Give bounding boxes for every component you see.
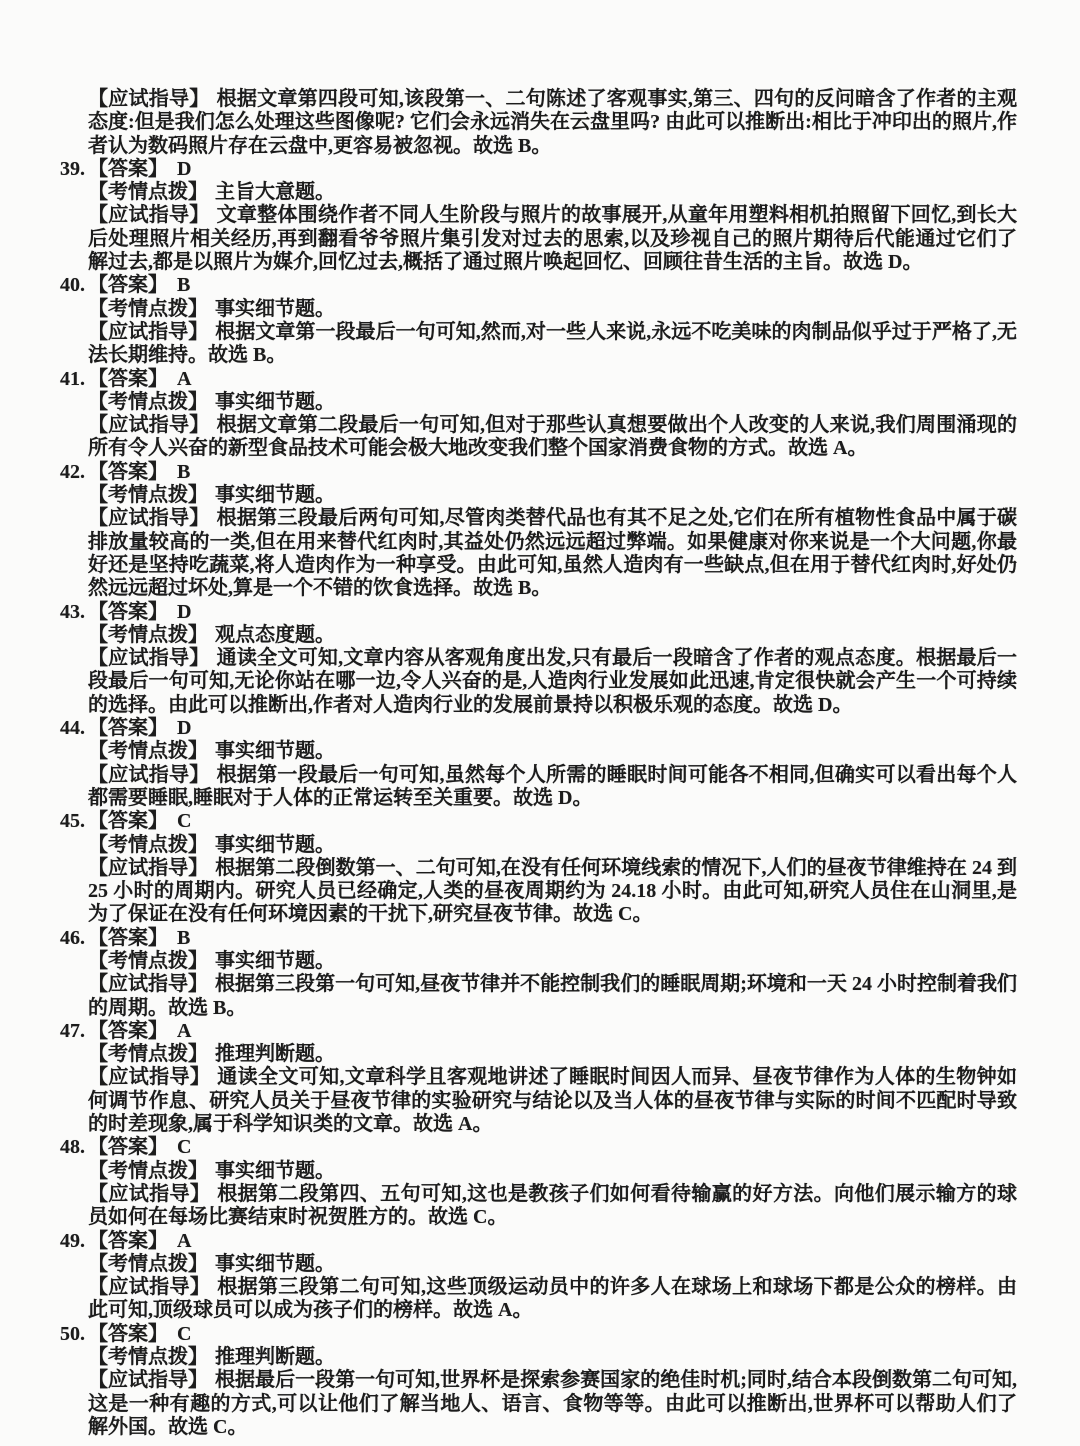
point-text: 推理判断题。 <box>215 1346 335 1369</box>
guide-label: 【应试指导】 <box>88 647 210 670</box>
point-text: 主旨大意题。 <box>215 181 335 204</box>
answer-line <box>60 1136 1017 1159</box>
guide-paragraph <box>88 647 1017 717</box>
point-line <box>88 484 1017 507</box>
guide-text: 通读全文可知,文章科学且客观地讲述了睡眠时间因人而异、昼夜节律作为人体的生物钟如何调节作息、研究人员关于昼夜节律的实验研究与结论以及当人体的昼夜节律与实际的时间不匹配时导致的时差现象,属于科学知识类的文章。故选 A。 <box>88 1066 1018 1136</box>
guide-label: 【应试指导】 <box>88 973 209 996</box>
answer-letter: C <box>177 810 192 833</box>
guide-paragraph <box>88 1369 1017 1439</box>
point-text: 事实细节题。 <box>215 484 335 507</box>
answer-label: 【答案】 <box>88 1019 168 1042</box>
guide-paragraph <box>88 857 1017 927</box>
point-line <box>88 1043 1017 1066</box>
item-42 <box>60 460 1018 601</box>
item-44 <box>60 717 1018 810</box>
item-number: 43. <box>60 600 85 623</box>
guide-text: 根据第一段最后一句可知,虽然每个人所需的睡眠时间可能各不相同,但确实可以看出每个人都需要睡眠,睡眠对于人体的正常运转至关重要。故选 D。 <box>88 763 1018 809</box>
point-label: 【考情点拨】 <box>88 623 208 646</box>
item-number: 47. <box>60 1019 85 1042</box>
item-number: 42. <box>60 460 85 483</box>
answer-line <box>60 810 1017 833</box>
guide-paragraph <box>88 764 1017 811</box>
guide-text: 根据第三段第二句可知,这些顶级运动员中的许多人在球场上和球场下都是公众的榜样。由此可知,顶级球员可以成为孩子们的榜样。故选 A。 <box>88 1276 1018 1322</box>
item-number: 39. <box>60 157 85 180</box>
answer-label: 【答案】 <box>88 157 168 180</box>
answer-letter: D <box>177 157 192 180</box>
item-48 <box>60 1136 1018 1229</box>
guide-text: 根据第二段第四、五句可知,这也是教孩子们如何看待输赢的好方法。向他们展示输方的球员如何在每场比赛结束时祝贺胜方的。故选 C。 <box>88 1182 1018 1229</box>
guide-label: 【应试指导】 <box>88 1369 209 1392</box>
point-label: 【考情点拨】 <box>88 1346 208 1369</box>
point-line <box>88 298 1017 321</box>
point-text: 观点态度题。 <box>215 623 335 646</box>
point-line <box>88 1160 1017 1183</box>
answer-letter: A <box>177 1019 192 1042</box>
point-label: 【考情点拨】 <box>88 390 208 413</box>
guide-text: 根据最后一段第一句可知,世界杯是探索参赛国家的绝佳时机;同时,结合本段倒数第二句可知,这是一种有趣的方式,可以让他们了解当地人、语言、食物等等。由此可以推断出,世界杯可以帮助人们了解外国。故选 C。 <box>88 1369 1017 1438</box>
guide-label: 【应试指导】 <box>88 88 210 110</box>
guide-text: 根据文章第四段可知,该段第一、二句陈述了客观事实,第三、四句的反问暗含了作者的主观态度:但是我们怎么处理这些图像呢? 它们会永远消失在云盘里吗? 由此可以推断出:相比于冲印出的照片,作者认为数码照片存在云盘中,更容易被忽视。故选 B。 <box>88 88 1018 157</box>
item-50 <box>60 1322 1017 1439</box>
point-label: 【考情点拨】 <box>88 1043 208 1066</box>
item-number: 50. <box>60 1322 85 1345</box>
answer-label: 【答案】 <box>88 274 168 297</box>
answer-line <box>60 274 1017 297</box>
guide-paragraph <box>88 1183 1017 1230</box>
answer-label: 【答案】 <box>88 1322 168 1345</box>
answer-label: 【答案】 <box>88 460 168 483</box>
item-41 <box>60 367 1018 461</box>
answer-letter: B <box>177 274 191 297</box>
guide-paragraph <box>88 321 1017 368</box>
guide-label: 【应试指导】 <box>88 1182 211 1205</box>
point-text: 事实细节题。 <box>215 740 335 763</box>
item-number: 49. <box>60 1229 85 1252</box>
point-label: 【考情点拨】 <box>88 484 208 507</box>
answer-letter: D <box>177 600 192 623</box>
point-text: 事实细节题。 <box>215 390 335 413</box>
answer-line <box>60 1229 1017 1253</box>
guide-label: 【应试指导】 <box>88 1066 211 1089</box>
guide-paragraph <box>88 507 1017 600</box>
answer-letter: D <box>177 717 192 740</box>
guide-label: 【应试指导】 <box>88 1276 211 1299</box>
guide-text: 根据第三段第一句可知,昼夜节律并不能控制我们的睡眠周期;环境和一天 24 小时控制着我们的周期。故选 B。 <box>88 973 1017 1019</box>
answer-line <box>60 600 1017 624</box>
guide-label: 【应试指导】 <box>88 763 210 786</box>
point-line <box>88 950 1017 973</box>
point-label: 【考情点拨】 <box>88 1159 208 1182</box>
guide-paragraph <box>88 1276 1017 1323</box>
point-line <box>88 181 1017 204</box>
answer-line <box>60 1019 1017 1043</box>
guide-paragraph <box>88 414 1017 461</box>
answer-line <box>60 367 1017 391</box>
answer-label: 【答案】 <box>88 367 168 390</box>
guide-text: 根据第三段最后两句可知,尽管肉类替代品也有其不足之处,它们在所有植物性食品中属于碳排放量较高的一类,但在用来替代红肉时,其益处仍然远远超过弊端。如果健康对你来说是一个大问题,你最好还是坚持吃蔬菜,将人造肉作为一种享受。由此可知,虽然人造肉有一些缺点,但在用于替代红肉时,好处仍然远远超过坏处,算是一个不错的饮食选择。故选 B。 <box>88 507 1018 600</box>
guide-paragraph <box>88 973 1017 1020</box>
item-number: 40. <box>60 274 85 297</box>
item-47 <box>60 1019 1018 1136</box>
point-text: 事实细节题。 <box>215 1252 335 1275</box>
point-line <box>88 834 1017 857</box>
answer-letter: C <box>177 1136 192 1159</box>
answer-line <box>60 717 1017 740</box>
answer-line <box>60 926 1017 950</box>
item-46 <box>60 926 1017 1020</box>
item-49 <box>60 1229 1018 1323</box>
point-text: 推理判断题。 <box>215 1043 335 1066</box>
point-line <box>88 624 1017 647</box>
item-number: 41. <box>60 367 85 390</box>
answer-line <box>60 460 1017 484</box>
item-number: 46. <box>60 926 85 949</box>
point-text: 事实细节题。 <box>215 297 335 320</box>
answer-line <box>60 157 1017 181</box>
answer-label: 【答案】 <box>88 717 168 740</box>
guide-text: 根据文章第一段最后一句可知,然而,对一些人来说,永远不吃美味的肉制品似乎过于严格了,无法长期维持。故选 B。 <box>88 320 1017 367</box>
item-number: 44. <box>60 717 85 740</box>
item-40 <box>60 274 1017 367</box>
item-39 <box>60 157 1018 274</box>
answer-label: 【答案】 <box>88 810 168 833</box>
guide-label: 【应试指导】 <box>88 507 210 530</box>
item-38-guide-continuation <box>88 88 1017 158</box>
point-label: 【考情点拨】 <box>88 297 208 320</box>
point-text: 事实细节题。 <box>215 949 335 972</box>
point-line <box>88 1346 1017 1369</box>
guide-label: 【应试指导】 <box>88 204 210 227</box>
point-label: 【考情点拨】 <box>88 181 208 204</box>
guide-paragraph <box>88 204 1017 274</box>
item-number: 45. <box>60 810 85 833</box>
answer-label: 【答案】 <box>88 1229 168 1252</box>
guide-paragraph <box>88 1066 1017 1136</box>
answer-label: 【答案】 <box>88 926 168 949</box>
answer-letter: A <box>177 1229 192 1252</box>
point-text: 事实细节题。 <box>215 833 335 856</box>
guide-label: 【应试指导】 <box>88 320 209 343</box>
answer-letter: B <box>177 460 191 483</box>
guide-text: 通读全文可知,文章内容从客观角度出发,只有最后一段暗含了作者的观点态度。根据最后一段最后一句可知,无论你站在哪一边,令人兴奋的是,人造肉行业发展如此迅速,肯定很快就会产生一个可持续的选择。由此可以推断出,作者对人造肉行业的发展前景持以积极乐观的态度。故选 D。 <box>88 647 1018 716</box>
point-line <box>88 391 1017 414</box>
guide-text: 根据文章第二段最后一句可知,但对于那些认真想要做出个人改变的人来说,我们周围涌现的所有令人兴奋的新型食品技术可能会极大地改变我们整个国家消费食物的方式。故选 A。 <box>88 414 1018 460</box>
point-line <box>88 740 1017 763</box>
answer-key-content <box>60 88 1018 1439</box>
item-number: 48. <box>60 1136 85 1159</box>
answer-letter: C <box>177 1322 192 1345</box>
point-label: 【考情点拨】 <box>88 833 208 856</box>
answer-letter: A <box>177 367 192 390</box>
guide-label: 【应试指导】 <box>88 414 210 437</box>
guide-text: 文章整体围绕作者不同人生阶段与照片的故事展开,从童年用塑料相机拍照留下回忆,到长大后处理照片相关经历,再到翻看爷爷照片集引发对过去的思索,以及珍视自己的照片期待后代能通过它们了解过去,都是以照片为媒介,回忆过去,概括了通过照片唤起回忆、回顾往昔生活的主旨。故选 D。 <box>88 204 1018 274</box>
point-text: 事实细节题。 <box>215 1159 335 1182</box>
point-label: 【考情点拨】 <box>88 949 208 972</box>
answer-label: 【答案】 <box>88 1136 168 1159</box>
point-line <box>88 1253 1017 1276</box>
answer-letter: B <box>177 926 191 949</box>
point-label: 【考情点拨】 <box>88 740 208 763</box>
point-label: 【考情点拨】 <box>88 1252 208 1275</box>
answer-label: 【答案】 <box>88 600 168 623</box>
item-43 <box>60 600 1018 717</box>
answer-line <box>60 1322 1017 1346</box>
guide-label: 【应试指导】 <box>88 856 209 879</box>
item-45 <box>60 810 1018 926</box>
guide-text: 根据第二段倒数第一、二句可知,在没有任何环境线索的情况下,人们的昼夜节律维持在 24 到 25 小时的周期内。研究人员已经确定,人类的昼夜周期约为 24.18 小时。由此可知,研究人员住在山洞里,是为了保证在没有任何环境因素的干扰下,研究昼夜节律。故选 C。 <box>88 856 1018 926</box>
